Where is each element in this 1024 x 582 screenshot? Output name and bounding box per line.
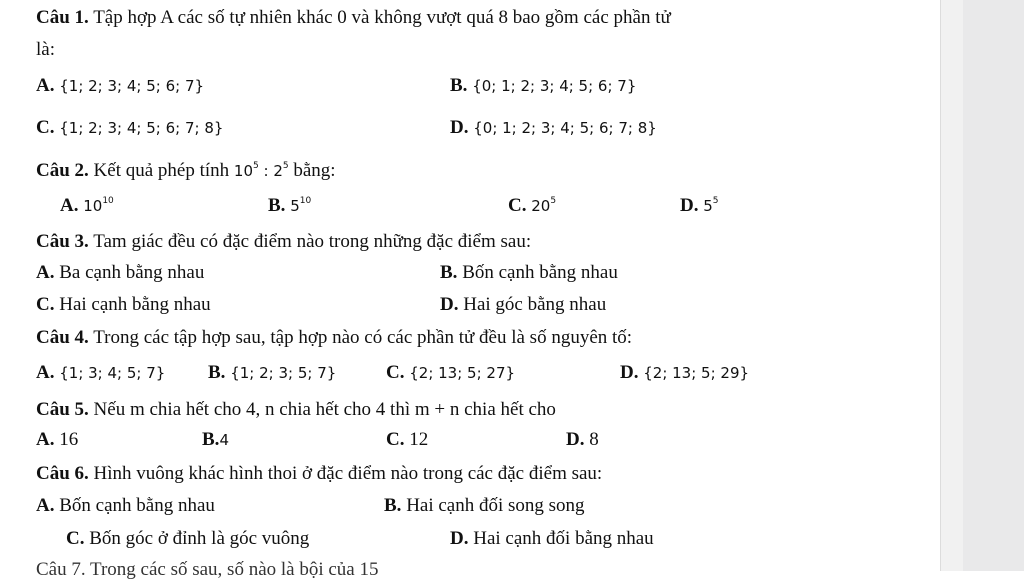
question-1-continuation: là: bbox=[36, 39, 55, 60]
q6-option-c: C. Bốn góc ở đỉnh là góc vuông bbox=[66, 528, 310, 549]
q4-option-b: B. {1; 2; 3; 5; 7} bbox=[208, 362, 337, 383]
q4-option-c: C. {2; 13; 5; 27} bbox=[386, 362, 516, 383]
q3-option-c: C. Hai cạnh bằng nhau bbox=[36, 294, 211, 315]
question-7-cutoff: Câu 7. Trong các số sau, số nào là bội của 15 bbox=[36, 559, 379, 580]
question-1 bbox=[36, 6, 671, 30]
q5-option-d: D. 8 bbox=[566, 429, 599, 450]
q2-option-c: C. $20^5$ bbox=[508, 195, 557, 216]
q3-option-a: A. Ba cạnh bằng nhau bbox=[36, 262, 205, 283]
q6-option-a: A. Bốn cạnh bằng nhau bbox=[36, 495, 215, 516]
q6-option-d: D. Hai cạnh đối bằng nhau bbox=[450, 528, 654, 549]
q1-option-b: B. {0; 1; 2; 3; 4; 5; 6; 7} bbox=[450, 75, 637, 96]
question-label: Câu 4. bbox=[36, 327, 89, 348]
q1-option-d: D. {0; 1; 2; 3; 4; 5; 6; 7; 8} bbox=[450, 117, 657, 138]
question-label: Câu 3. bbox=[36, 231, 89, 252]
q5-option-a: A. 16 bbox=[36, 429, 79, 450]
question-label: Câu 5. bbox=[36, 399, 89, 420]
q5-option-c: C. 12 bbox=[386, 429, 429, 450]
question-4: Câu 4. Trong các tập hợp sau, tập hợp nào có các phần tử đều là số nguyên tố: bbox=[36, 327, 633, 348]
q4-option-a: A. {1; 3; 4; 5; 7} bbox=[36, 362, 166, 383]
q3-option-d: D. Hai góc bằng nhau bbox=[440, 294, 607, 315]
q2-option-a: A. $10^{10}$ bbox=[60, 195, 114, 216]
question-6: Câu 6. Hình vuông khác hình thoi ở đặc điểm nào trong các đặc điểm sau: bbox=[36, 463, 603, 484]
q1-option-c: C. {1; 2; 3; 4; 5; 6; 7; 8} bbox=[36, 117, 224, 138]
question-5: Câu 5. Nếu m chia hết cho 4, n chia hết cho 4 thì m + n chia hết cho bbox=[36, 399, 556, 420]
q3-option-b: B. Bốn cạnh bằng nhau bbox=[440, 262, 618, 283]
question-text: Tập hợp A các số tự nhiên khác 0 và không vượt quá 8 bao gồm các phần tử bbox=[88, 7, 671, 28]
q2-option-b: B. $5^{10}$ bbox=[268, 195, 312, 216]
question-3: Câu 3. Tam giác đều có đặc điểm nào trong những đặc điểm sau: bbox=[36, 231, 532, 252]
q6-option-b: B. Hai cạnh đối song song bbox=[384, 495, 585, 516]
question-label: Câu 6. bbox=[36, 463, 89, 484]
scrollbar-track[interactable] bbox=[940, 0, 963, 571]
q2-option-d: D. $5^5$ bbox=[680, 195, 719, 216]
q5-option-b: B.4 bbox=[202, 429, 229, 450]
math-expression: $10^5$ : $2^5$ bbox=[233, 161, 289, 180]
q1-option-a: A. {1; 2; 3; 4; 5; 6; 7} bbox=[36, 75, 205, 96]
q4-option-d: D. {2; 13; 5; 29} bbox=[620, 362, 750, 383]
right-margin-panel bbox=[940, 0, 1024, 571]
question-label: Câu 2. bbox=[36, 160, 89, 181]
question-2: Câu 2. Kết quả phép tính $10^5$ : $2^5$ bằng: bbox=[36, 160, 336, 181]
question-label: Câu 1. bbox=[36, 7, 89, 28]
